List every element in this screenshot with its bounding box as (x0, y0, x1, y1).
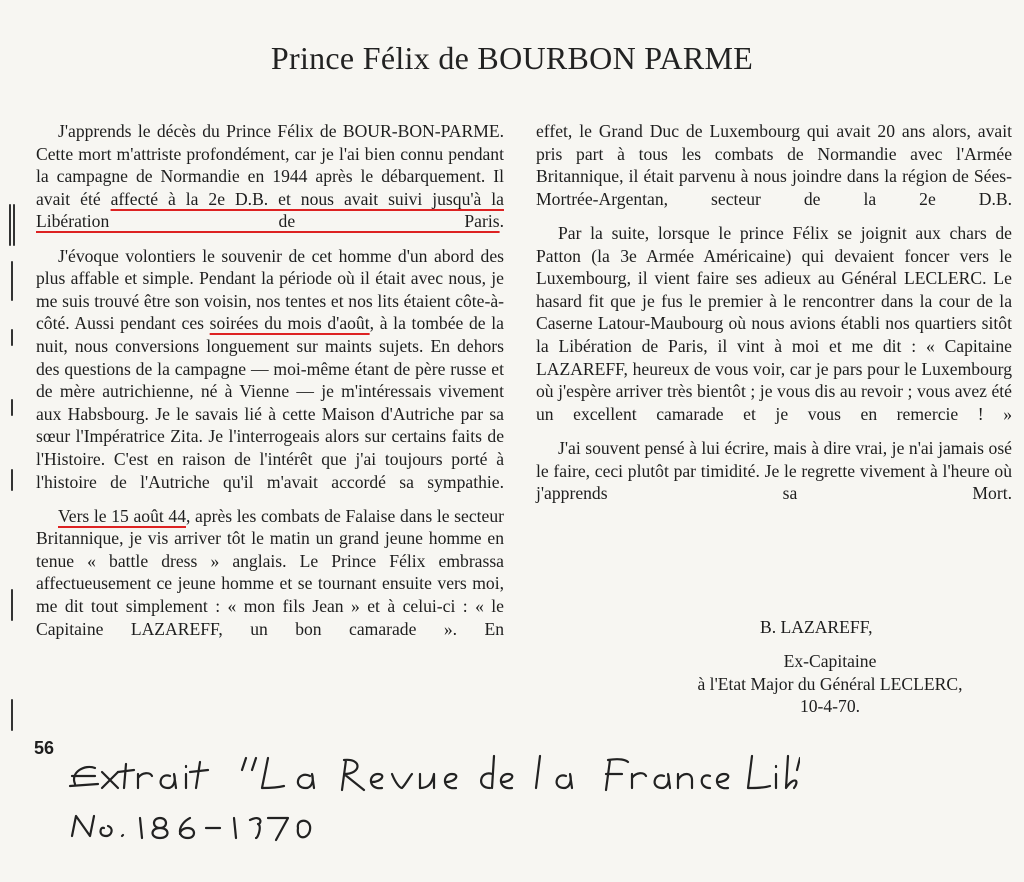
paragraph-2-text: J'évoque volontiers le souvenir de cet homme d'un abord des plus affable et simple. Pendant la période où il était avec nous, je me suis trouvé être son voisin, nos tentes et nos lits étaient côte-à-côté. Aussi pendant ces (36, 245, 504, 334)
signature-title-2: à l'Etat Major du Général LECLERC, (697, 673, 963, 694)
paragraph-1-underlined: affecté à la 2e D.B. et nous avait suivi jusqu'à la Libération de Paris (36, 188, 504, 232)
paragraph-2-underlined: soirées du mois d'août (209, 313, 370, 334)
signature-title-1: Ex-Capitaine (783, 651, 877, 671)
paragraph-2-tail: , à la tombée de la nuit, nous conversions longuement sur maints sujets. En dehors des questions de la campagne — moi-même étant de père russe et de mère autrichienne, né à Vienne — je m'intéressais vivement aux Habsbourg. Je le savais lié à cette Maison d'Autriche par sa sœur l'Impératrice Zita. Je l'interrogeais alors sur certains faits de l'Histoire. C'est en raison de l'intérêt que j'ai toujours porté à l'histoire de l'Autriche qu'il m'avait accordé sa sympathie. (36, 313, 504, 492)
paragraph-3-tail: , après les combats de Falaise dans le secteur Britannique, je vis arriver tôt le matin un grand jeune homme en tenue « battle dress » anglais. Le Prince Félix embrassa affectueusement ce jeune homme et se tournant ensuite vers moi, me dit tout simplement : « mon fils Jean » et à celui-ci : « le Capitaine LAZAREFF, un bon camarade ». En (36, 505, 504, 639)
paragraph-1-text: J'apprends le décès du Prince Félix de BOUR-BON-PARME. Cette mort m'attriste profondément, car je l'ai bien connu pendant la campagne de Normandie en 1944 après le débarquement. Il avait été (36, 121, 504, 209)
signature-block (640, 650, 1020, 718)
right-column (536, 120, 1012, 505)
page-number: 56 (34, 738, 55, 758)
handwritten-line-1 (70, 756, 800, 790)
paragraph-3 (36, 505, 504, 641)
handwritten-line-2 (72, 816, 310, 840)
left-column (36, 120, 504, 640)
paragraph-5-text: Par la suite, lorsque le prince Félix se joignit aux chars de Patton (la 3e Armée Américaine) qui devaient foncer vers le Luxembourg, il vient faire ses adieux au Général LECLERC. Le hasard fit que je fus le premier à le rencontrer dans la cour de la Caserne Latour-Maubourg où nous avions établi nos quartiers sitôt la Libération de Paris, il vint à moi et me dit : « Capitaine LAZAREFF, heureux de vous voir, car je pars pour le Luxembourg où j'espère arriver très bientôt ; je vous dis au revoir ; vous avez été un excellent camarade et je vous en remercie ! » (536, 222, 1012, 424)
signature-date: 10-4-70. (799, 696, 861, 717)
paragraph-2 (36, 245, 504, 494)
paragraph-4: effet, le Grand Duc de Luxembourg qui avait 20 ans alors, avait pris part à tous les combats de Normandie avec l'Armée Britannique, il était parvenu à nous joindre dans la région de Sées-Mortrée-Argentan, secteur de la 2e D.B. (536, 121, 1012, 209)
handwritten-note (0, 744, 800, 854)
margin-marks (0, 0, 40, 760)
paragraph-1 (36, 120, 504, 233)
paragraph-5 (536, 222, 1012, 425)
paragraph-6-text: J'ai souvent pensé à lui écrire, mais à dire vrai, je n'ai jamais osé le faire, ceci plutôt par timidité. Je le regrette vivement à l'heure où j'apprends sa Mort. (536, 437, 1012, 504)
paragraph-1-tail: . (499, 211, 504, 232)
paragraph-6 (536, 437, 1012, 505)
article-title: Prince Félix de BOURBON PARME (270, 40, 754, 76)
paragraph-3-underlined: Vers le 15 août 44 (58, 505, 186, 526)
signature-name: B. LAZAREFF, (760, 617, 873, 637)
